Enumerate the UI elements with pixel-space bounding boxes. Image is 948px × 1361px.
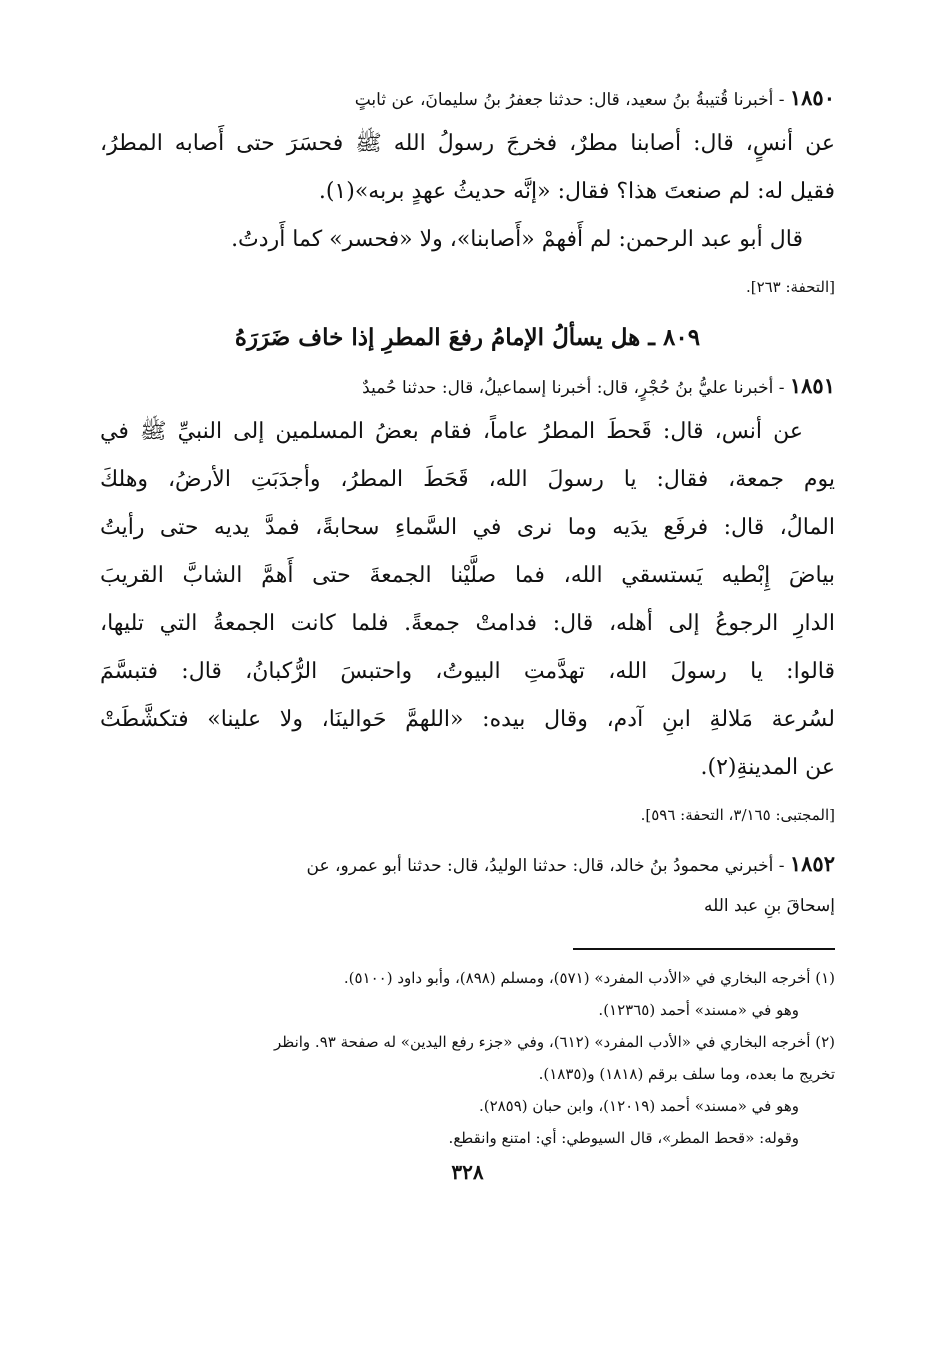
footnote-line: وهو في «مسند» أحمد (١٢٣٦٥). [598,1001,799,1019]
isnad-continuation: إسحاقَ بنِ عبد الله [703,896,835,916]
hadith-text-line: يوم جمعة، فقال: يا رسولَ الله، قَحَطَ المطرُ، وأجدَبَتِ الأرضُ، وهلكَ [100,467,835,492]
hadith-1851 [100,366,835,824]
hadith-text-line: لسُرعة مَلالةِ ابنِ آدم، وقال بيده: «اللهمَّ حَوالينَا، ولا علينا» فتكشَّطَتْ [100,707,835,732]
footnotes [100,962,835,1154]
hadith-1852 [100,844,835,926]
footnote-line: وقوله: «قحط المطر»، قال السيوطي: أي: امتنع وانقطع. [448,1129,799,1147]
hadith-number: ١٨٥٠ [789,85,835,110]
footnote-divider [573,948,835,950]
page-number: ٣٢٨ [451,1160,484,1184]
hadith-number: ١٨٥٢ [789,851,835,876]
footnote-line: (١) أخرجه البخاري في «الأدب المفرد» (٥٧١)، ومسلم (٨٩٨)، وأبو داود (٥١٠٠). [343,969,835,987]
page-body [100,78,835,1184]
hadith-number: ١٨٥١ [789,373,835,398]
hadith-text-line: قال أبو عبد الرحمن: لم أَفهمْ «أَصابنا»، ولا «فحسر» كما أَردتُ. [231,227,803,252]
footnote-line: وهو في «مسند» أحمد (١٢٠١٩)، وابن حبان (٢٨٥٩). [478,1097,799,1115]
isnad-text: - أخبرنا عليُّ بنُ حُجْرٍ، قال: أخبرنا إسماعيلُ، قال: حدثنا حُميدٌ [362,378,785,398]
chapter-heading: ٨٠٩ ـ هل يسألُ الإمامُ رفعَ المطرِ إذا خاف ضَرَرَهُ [234,324,701,351]
isnad-text: - أخبرنا قُتيبةُ بنُ سعيد، قال: حدثنا جعفرُ بنُ سليمانَ، عن ثابتٍ [354,90,785,110]
hadith-text-line: عن المدينةِ(٢). [700,755,835,780]
hadith-text-line: الدارِ الرجوعُ إلى أهله، قال: فدامتْ جمعةً. فلما كانت الجمعةُ التي تليها، [100,611,835,636]
footnote-line: (٢) أخرجه البخاري في «الأدب المفرد» (٦١٢)، وفي «جزء رفع اليدين» له صفحة ٩٣. وانظر [273,1033,835,1051]
hadith-text-line: بياضَ إِبْطيه يَستسقي الله، فما صلَّيْنا الجمعةَ حتى أَهمَّ الشابَّ القريبَ [100,563,835,588]
hadith-isnad [100,78,835,120]
hadith-text-line: فقيل له: لم صنعتَ هذا؟ فقال: «إنَّه حديثُ عهدٍ بربه»(١). [318,179,835,204]
hadith-isnad [100,366,835,408]
reference-note: [التحفة: ٢٦٣]. [745,278,835,296]
footnote-line: تخريج ما بعده، وما سلف برقم (١٨١٨) و(١٨٣٥). [538,1065,835,1083]
hadith-1850 [100,78,835,296]
hadith-text-line: عن أنس، قال: قَحطَ المطرُ عاماً، فقام بعضُ المسلمين إلى النبيِّ ﷺ في [100,419,803,444]
hadith-text-line: المالُ، قال: فرفَع يدَيه وما نرى في السَّماءِ سحابةً، فمدَّ يديه حتى رأيتُ [100,515,835,540]
hadith-text-line: عن أنسٍ، قال: أصابنا مطرٌ، فخرجَ رسولُ الله ﷺ فحسَرَ حتى أَصابه المطرُ، [100,131,835,156]
isnad-text: - أخبرني محمودُ بنُ خالد، قال: حدثنا الوليدُ، قال: حدثنا أبو عمرو، عن [306,856,785,876]
hadith-isnad [100,844,835,886]
reference-note: [المجتبى: ٣/١٦٥، التحفة: ٥٩٦]. [640,806,835,824]
hadith-text-line: قالوا: يا رسولَ الله، تهدَّمتِ البيوتُ، واحتبسَ الرُّكبانُ، قال: فتبسَّمَ [100,659,835,684]
